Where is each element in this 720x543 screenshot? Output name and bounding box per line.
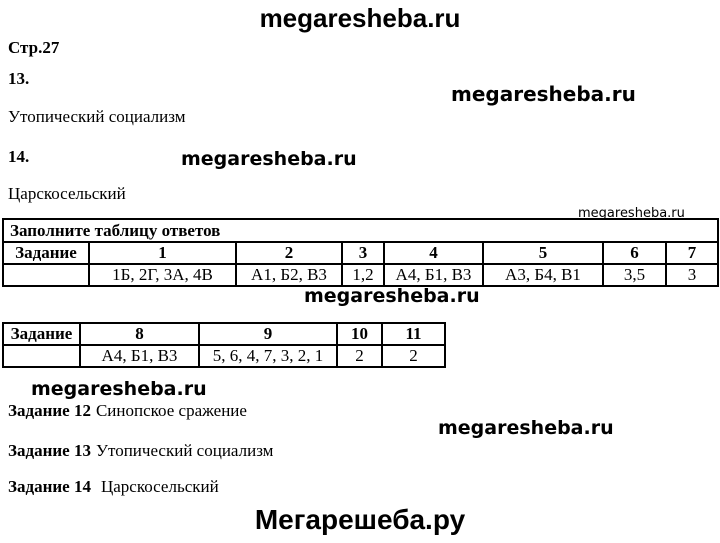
table-2-row-label: Задание xyxy=(3,323,80,345)
question-13-number: 13. xyxy=(8,69,30,88)
column-header: 6 xyxy=(603,242,666,264)
task-13-answer: Утопический социализм xyxy=(95,441,274,460)
task-13-label: Задание 13 xyxy=(8,441,91,460)
table-1-caption: Заполните таблицу ответов xyxy=(3,219,718,242)
column-header: 8 xyxy=(80,323,199,345)
question-14-answer: Царскосельский xyxy=(8,184,126,203)
answer-cell: 2 xyxy=(337,345,382,367)
answer-cell: 1,2 xyxy=(342,264,384,286)
task-14-answer: Царскосельский xyxy=(100,477,219,496)
column-header: 10 xyxy=(337,323,382,345)
task-line-12 xyxy=(8,401,247,421)
question-13-answer: Утопический социализм xyxy=(8,107,186,126)
column-header: 3 xyxy=(342,242,384,264)
watermark-text: megaresheba.ru xyxy=(304,285,480,307)
site-brand-bottom: Мегарешеба.ру xyxy=(254,504,466,535)
answer-cell: 3,5 xyxy=(603,264,666,286)
watermark-text: megaresheba.ru xyxy=(181,148,357,170)
task-14-label: Задание 14 xyxy=(8,477,91,496)
answers-table-2 xyxy=(2,322,446,368)
column-header: 9 xyxy=(199,323,337,345)
answer-cell: А1, Б2, В3 xyxy=(236,264,342,286)
table-1-row-label: Задание xyxy=(3,242,89,264)
column-header: 5 xyxy=(483,242,603,264)
page-number-label: Стр.27 xyxy=(8,38,60,57)
answer-cell: 2 xyxy=(382,345,445,367)
answer-cell: А4, Б1, В3 xyxy=(384,264,483,286)
column-header: 1 xyxy=(89,242,236,264)
site-brand-top: megaresheba.ru xyxy=(259,3,461,33)
column-header: 7 xyxy=(666,242,718,264)
question-14-number: 14. xyxy=(8,147,30,166)
watermark-text: megaresheba.ru xyxy=(438,417,614,439)
column-header: 11 xyxy=(382,323,445,345)
column-header: 2 xyxy=(236,242,342,264)
answer-cell: А4, Б1, В3 xyxy=(80,345,199,367)
task-line-14 xyxy=(8,477,219,497)
empty-cell xyxy=(3,264,89,286)
answers-table-1 xyxy=(2,218,719,287)
empty-cell xyxy=(3,345,80,367)
answer-cell: 1Б, 2Г, 3А, 4В xyxy=(89,264,236,286)
watermark-text: megaresheba.ru xyxy=(31,378,207,400)
column-header: 4 xyxy=(384,242,483,264)
answer-cell: 3 xyxy=(666,264,718,286)
task-12-label: Задание 12 xyxy=(8,401,91,420)
task-line-13 xyxy=(8,441,273,461)
watermark-text: megaresheba.ru xyxy=(451,82,636,106)
answer-cell: А3, Б4, В1 xyxy=(483,264,603,286)
watermark-small-text: megaresheba.ru xyxy=(578,206,685,221)
task-12-answer: Синопское сражение xyxy=(95,401,247,420)
answer-cell: 5, 6, 4, 7, 3, 2, 1 xyxy=(199,345,337,367)
